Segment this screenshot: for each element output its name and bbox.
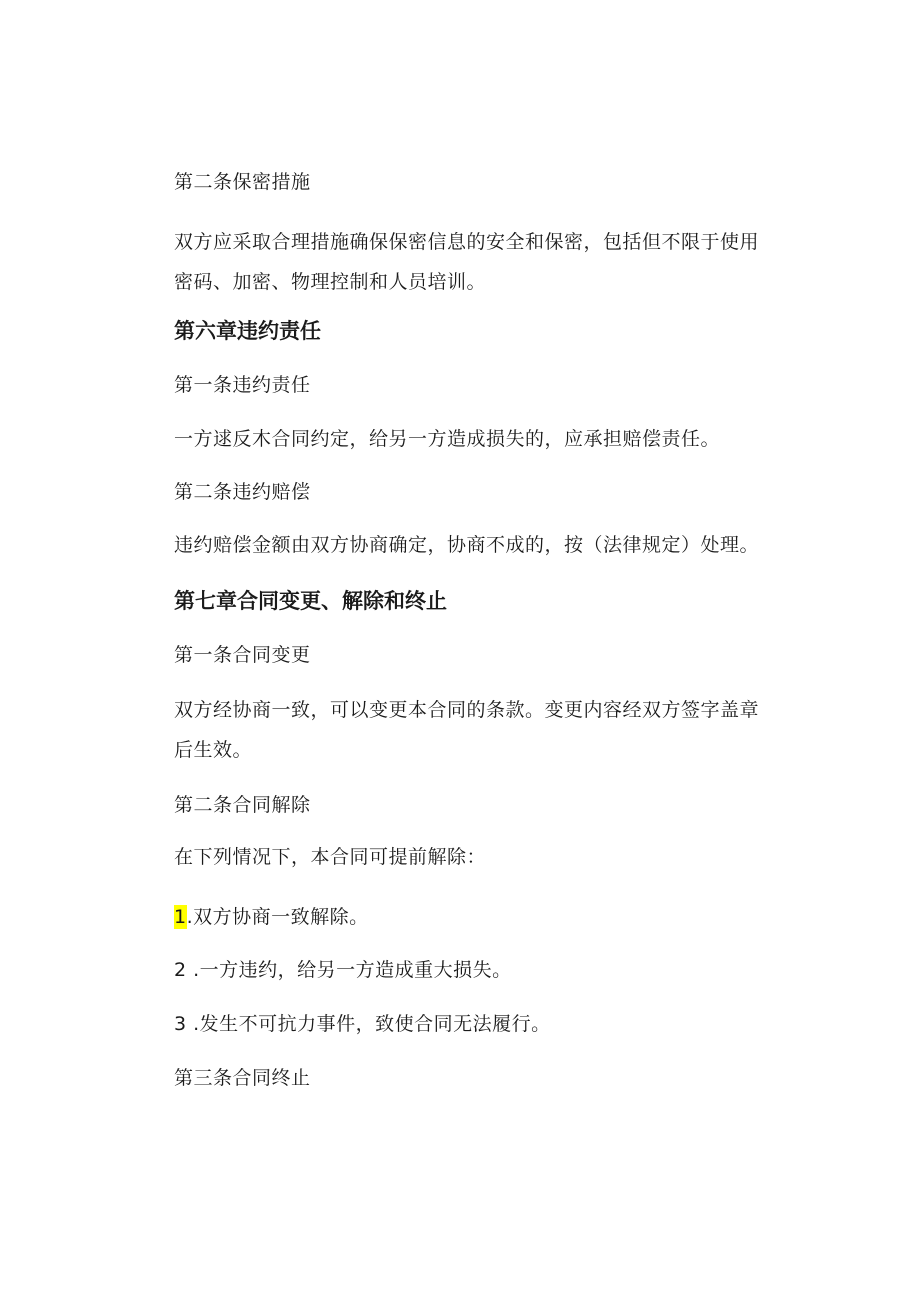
- article-body: 双方应采取合理措施确保保密信息的安全和保密，包括但不限于使用密码、加密、物理控制和人员培训。: [174, 231, 760, 293]
- article-title: 第三条合同终止: [174, 1067, 311, 1089]
- list-item-number: 3: [174, 1013, 187, 1035]
- article-title: 第一条合同变更: [174, 644, 311, 666]
- list-item-text: .双方协商一致解除。: [186, 906, 369, 928]
- list-item: [174, 905, 369, 929]
- list-item-number: 2: [174, 959, 187, 981]
- article-title: 第二条违约赔偿: [174, 481, 311, 503]
- list-item: [174, 958, 512, 982]
- article-body: 在下列情况下，本合同可提前解除：: [174, 846, 487, 868]
- article-body: 双方经协商一致，可以变更本合同的条款。变更内容经双方签字盖章后生效。: [174, 699, 760, 761]
- list-item: [174, 1012, 551, 1036]
- list-item-text: .一方违约，给另一方造成重大损失。: [186, 959, 512, 981]
- article-body: 一方逑反木合同约定，给另一方造成损失的，应承担赔偿责任。: [174, 428, 721, 450]
- chapter-heading: 第六章违约责任: [174, 319, 321, 343]
- article-title: 第二条合同解除: [174, 794, 311, 816]
- article-body: 违约赔偿金额由双方协商确定，协商不成的，按（法律规定）处理。: [174, 534, 760, 556]
- list-item-text: .发生不可抗力事件，致使合同无法履行。: [186, 1013, 551, 1035]
- list-item-number: 1: [174, 906, 187, 928]
- chapter-heading: 第七章合同变更、解除和终止: [174, 589, 447, 613]
- article-title: 第二条保密措施: [174, 171, 311, 193]
- article-title: 第一条违约责任: [174, 374, 311, 396]
